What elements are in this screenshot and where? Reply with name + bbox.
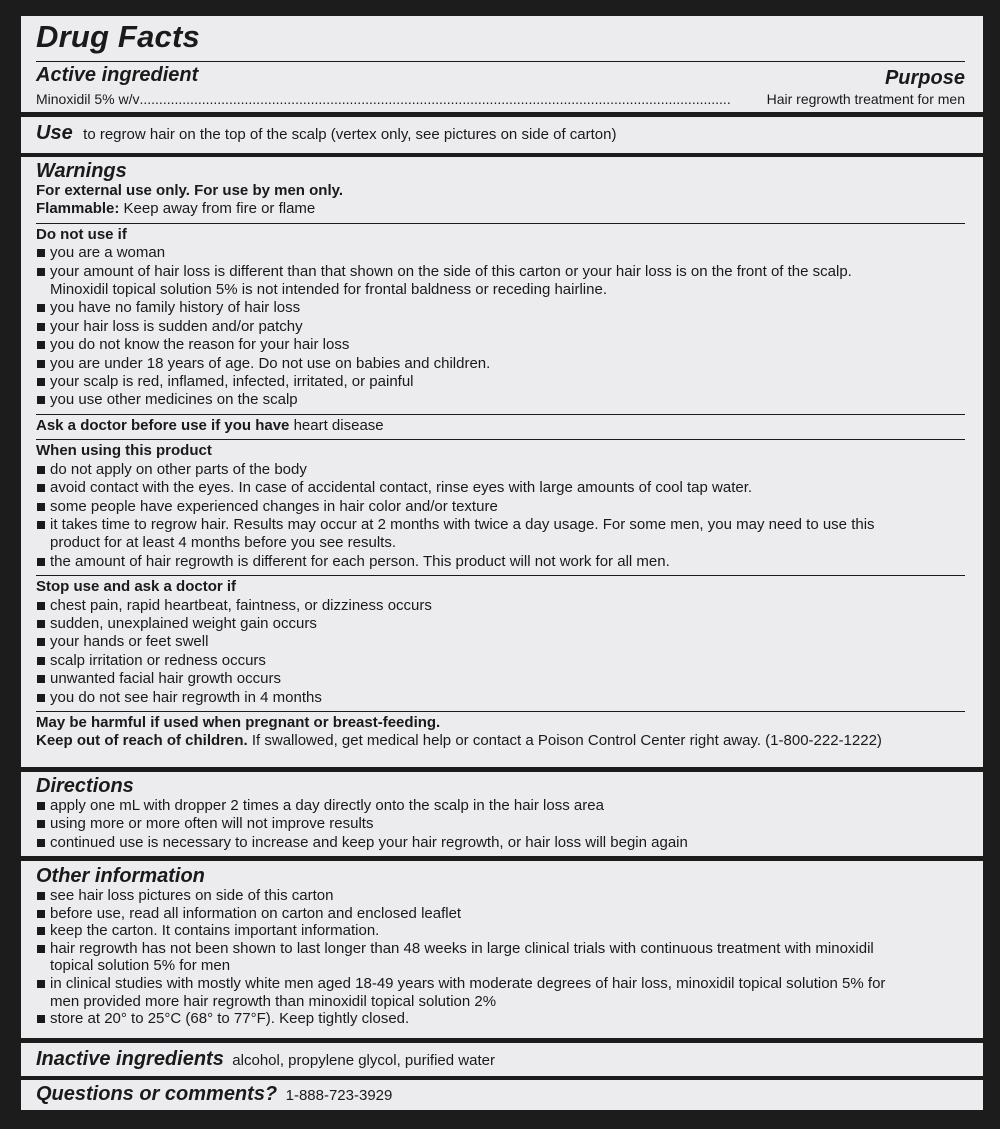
list-item: your hands or feet swell (36, 633, 965, 651)
ask-doctor-text: heart disease (293, 416, 384, 434)
purpose-text: Hair regrowth treatment for men (766, 91, 965, 107)
list-item: hair regrowth has not been shown to last longer than 48 weeks in large clinical trials with continuous treatment with minoxidil (36, 940, 965, 958)
do-not-use-heading: Do not use if (36, 225, 127, 243)
list-item: apply one mL with dropper 2 times a day directly onto the scalp in the hair loss area (36, 797, 965, 815)
ask-doctor-line (36, 417, 965, 435)
list-item: before use, read all information on carton and enclosed leaflet (36, 905, 965, 923)
list-item: store at 20° to 25°C (68° to 77°F). Keep tightly closed. (36, 1010, 965, 1028)
list-item: chest pain, rapid heartbeat, faintness, or dizziness occurs (36, 597, 965, 615)
stop-use-heading: Stop use and ask a doctor if (36, 578, 237, 596)
list-item: avoid contact with the eyes. In case of accidental contact, rinse eyes with large amounts of cool tap water. (36, 479, 965, 497)
list-item: do not apply on other parts of the body (36, 461, 965, 479)
list-item: the amount of hair regrowth is different for each person. This product will not work for all men. (36, 553, 965, 571)
drug-facts-header-panel (21, 16, 983, 112)
external-use-text: For external use only. For use by men only. (36, 182, 344, 199)
use-line (36, 122, 617, 144)
other-information-heading: Other information (36, 865, 205, 887)
use-heading: Use (36, 122, 73, 144)
other-information-panel (21, 861, 983, 1038)
questions-panel (21, 1080, 983, 1110)
list-item: you do not know the reason for your hair loss (36, 336, 965, 354)
flammable-text: Keep away from fire or flame (123, 200, 316, 218)
list-item: continued use is necessary to increase and keep your hair regrowth, or hair loss will begin again (36, 834, 965, 852)
divider (36, 711, 965, 712)
list-item: some people have experienced changes in hair color and/or texture (36, 498, 965, 516)
list-item: your hair loss is sudden and/or patchy (36, 318, 965, 336)
directions-panel (21, 772, 983, 856)
divider (36, 223, 965, 224)
questions-line (36, 1083, 392, 1105)
list-item: scalp irritation or redness occurs (36, 652, 965, 670)
active-ingredient-heading: Active ingredient (36, 64, 199, 86)
list-item: unwanted facial hair growth occurs (36, 670, 965, 688)
ask-doctor-label: Ask a doctor before use if you have (36, 416, 290, 434)
drug-facts-title: Drug Facts (36, 19, 200, 54)
list-item: you are a woman (36, 244, 965, 262)
list-item: your amount of hair loss is different than that shown on the side of this carton or your hair loss is on the front of the scalp. (36, 263, 965, 281)
list-item-continuation: topical solution 5% for men (50, 957, 231, 975)
keep-out-label: Keep out of reach of children. (36, 732, 248, 750)
list-item: you use other medicines on the scalp (36, 391, 965, 409)
list-item: in clinical studies with mostly white men aged 18-49 years with moderate degrees of hair loss, minoxidil topical solution 5% for (36, 975, 965, 993)
purpose-heading: Purpose (884, 67, 965, 89)
directions-heading: Directions (36, 775, 134, 797)
leader-dots: ........................................................................................................................................................ (139, 91, 731, 107)
active-ingredient-name: Minoxidil 5% w/v (36, 91, 140, 107)
list-item: it takes time to regrow hair. Results may occur at 2 months with twice a day usage. For some men, you may need to use this (36, 516, 965, 534)
flammable-line (36, 200, 965, 218)
list-item: you have no family history of hair loss (36, 299, 965, 317)
keep-out-line (36, 732, 965, 750)
keep-out-text: If swallowed, get medical help or contact a Poison Control Center right away. (1-800-222-1222) (251, 732, 882, 750)
list-item-continuation: Minoxidil topical solution 5% is not intended for frontal baldness or receding hairline. (50, 281, 607, 299)
inactive-heading: Inactive ingredients (36, 1048, 224, 1070)
list-item-continuation: men provided more hair regrowth than minoxidil topical solution 2% (50, 992, 497, 1010)
flammable-label: Flammable: (36, 200, 120, 218)
warnings-heading: Warnings (36, 160, 127, 182)
use-text: to regrow hair on the top of the scalp (vertex only, see pictures on side of carton) (83, 126, 617, 143)
inactive-ingredients-panel (21, 1043, 983, 1076)
questions-phone: 1-888-723-3929 (285, 1087, 393, 1104)
pregnant-warning: May be harmful if used when pregnant or breast-feeding. (36, 713, 441, 731)
inactive-line (36, 1048, 495, 1070)
list-item: using more or more often will not improve results (36, 815, 965, 833)
when-using-heading: When using this product (36, 442, 212, 460)
use-panel (21, 117, 983, 153)
list-item: you are under 18 years of age. Do not use on babies and children. (36, 355, 965, 373)
list-item-continuation: product for at least 4 months before you see results. (50, 534, 397, 552)
divider (36, 575, 965, 576)
divider (36, 414, 965, 415)
title-rule (36, 61, 965, 62)
active-ingredient-line (36, 90, 965, 108)
list-item: keep the carton. It contains important information. (36, 922, 965, 940)
questions-heading: Questions or comments? (36, 1083, 278, 1105)
list-item: your scalp is red, inflamed, infected, irritated, or painful (36, 373, 965, 391)
list-item: see hair loss pictures on side of this carton (36, 887, 965, 905)
list-item: you do not see hair regrowth in 4 months (36, 689, 965, 707)
list-item: sudden, unexplained weight gain occurs (36, 615, 965, 633)
inactive-text: alcohol, propylene glycol, purified water (232, 1052, 495, 1069)
warnings-panel (21, 157, 983, 767)
divider (36, 439, 965, 440)
